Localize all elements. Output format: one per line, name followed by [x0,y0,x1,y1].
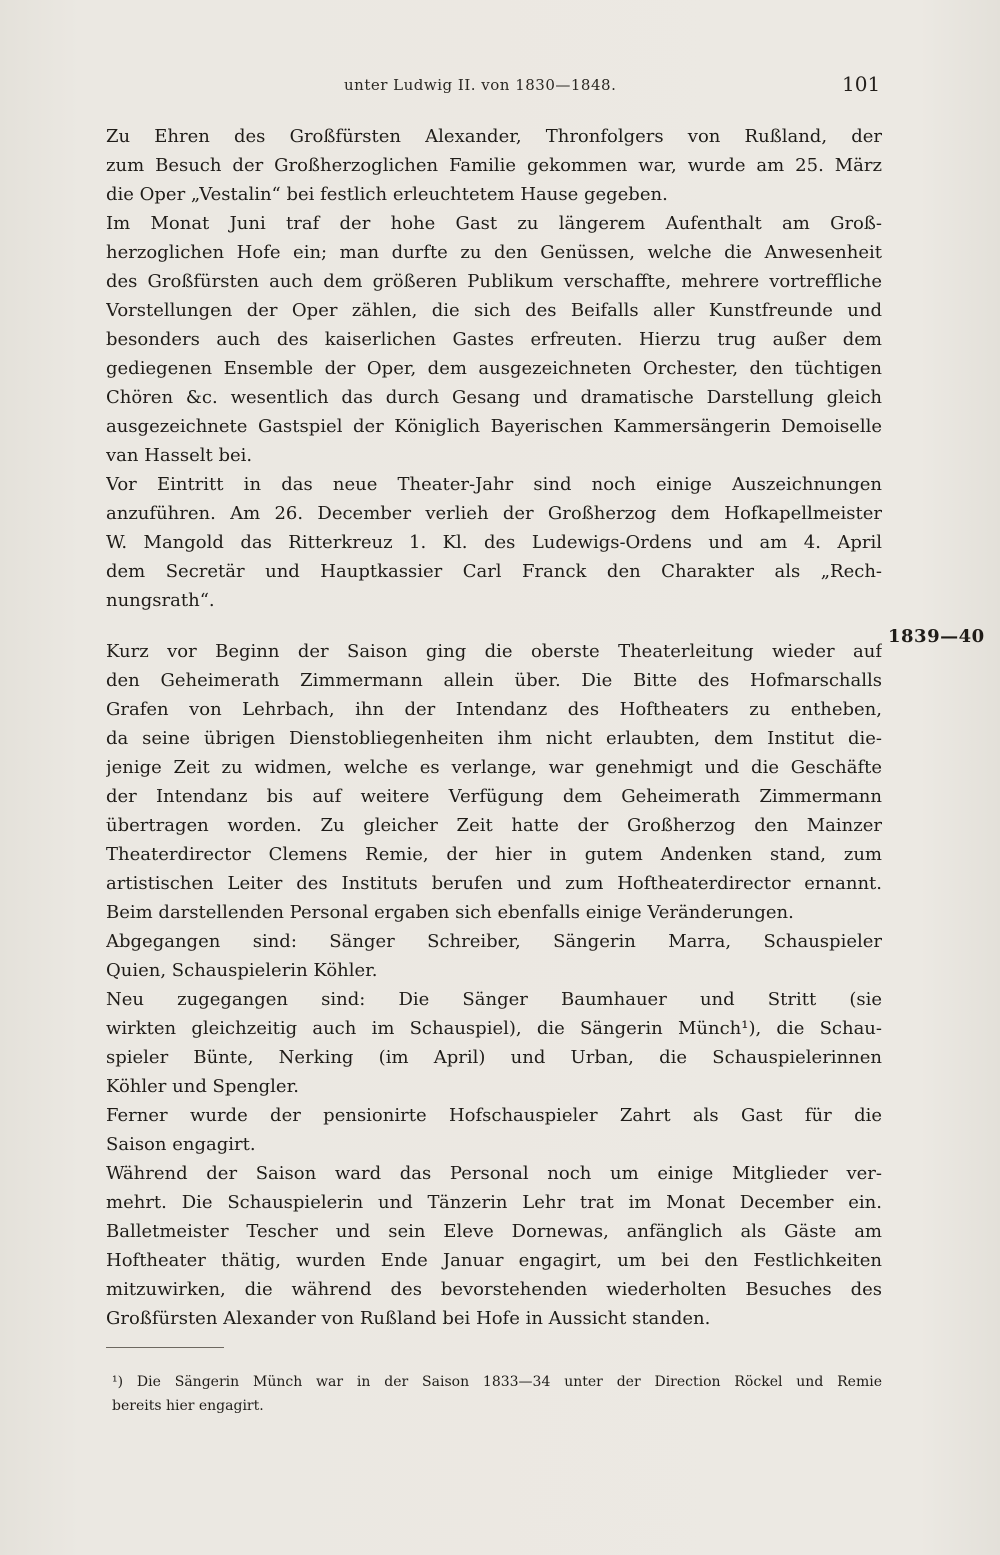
text-line: Beim darstellenden Personal ergaben sich ebenfalls einige Veränderungen. [106,902,794,923]
text-line: den Geheimerath Zimmermann allein über. Die Bitte des Hofmarschalls [106,670,882,691]
margin-year-note: 1839—40 [888,626,985,647]
text-line: W. Mangold das Ritterkreuz 1. Kl. des Ludewigs-Ordens und am 4. April [106,532,882,553]
page-header [0,74,1000,98]
text-line: Großfürsten Alexander von Rußland bei Hofe in Aussicht standen. [106,1308,711,1329]
text-line: zum Besuch der Großherzoglichen Familie gekommen war, wurde am 25. März [106,155,882,176]
text-line: Während der Saison ward das Personal noch um einige Mitglieder ver- [106,1163,882,1184]
text-line: Kurz vor Beginn der Saison ging die oberste Theaterleitung wieder auf [106,641,882,662]
text-line: Quien, Schauspielerin Köhler. [106,960,378,981]
text-line: nungsrath“. [106,590,215,611]
text-line: besonders auch des kaiserlichen Gastes erfreuten. Hierzu trug außer dem [106,329,882,350]
text-line: Im Monat Juni traf der hohe Gast zu längerem Aufenthalt am Groß- [106,213,882,234]
text-line: Ferner wurde der pensionirte Hofschauspieler Zahrt als Gast für die [106,1105,882,1126]
text-line: da seine übrigen Dienstobliegenheiten ihm nicht erlaubten, dem Institut die- [106,728,882,749]
footnote-line: bereits hier engagirt. [112,1398,264,1414]
text-line: dem Secretär und Hauptkassier Carl Franck den Charakter als „Rech- [106,561,882,582]
text-line: Saison engagirt. [106,1134,256,1155]
text-line: Vor Eintritt in das neue Theater-Jahr sind noch einige Auszeichnungen [106,474,882,495]
footnote [112,1370,882,1418]
text-line: artistischen Leiter des Instituts berufen und zum Hoftheaterdirector ernannt. [106,873,882,894]
text-line: mehrt. Die Schauspielerin und Tänzerin Lehr trat im Monat December ein. [106,1192,882,1213]
main-text [106,122,882,1333]
section-gap [106,615,882,637]
text-line: Theaterdirector Clemens Remie, der hier in gutem Andenken stand, zum [106,844,882,865]
text-line: Balletmeister Tescher und sein Eleve Dornewas, anfänglich als Gäste am [106,1221,882,1242]
text-line: Chören &c. wesentlich das durch Gesang und dramatische Darstellung gleich [106,387,882,408]
text-line: wirkten gleichzeitig auch im Schauspiel), die Sängerin Münch¹), die Schau- [106,1018,882,1039]
running-head: unter Ludwig II. von 1830—1848. [344,76,617,94]
text-line: herzoglichen Hofe ein; man durfte zu den Genüssen, welche die Anwesenheit [106,242,882,263]
text-line: gediegenen Ensemble der Oper, dem ausgezeichneten Orchester, den tüchtigen [106,358,882,379]
text-line: mitzuwirken, die während des bevorstehenden wiederholten Besuches des [106,1279,882,1300]
page-number: 101 [842,72,881,96]
text-line: Grafen von Lehrbach, ihn der Intendanz des Hoftheaters zu entheben, [106,699,882,720]
text-line: Hoftheater thätig, wurden Ende Januar engagirt, um bei den Festlichkeiten [106,1250,882,1271]
footnote-line: ¹) Die Sängerin Münch war in der Saison 1833—34 unter der Direction Röckel und Remie [112,1374,882,1390]
text-line: Neu zugegangen sind: Die Sänger Baumhauer und Stritt (sie [106,989,882,1010]
text-line: jenige Zeit zu widmen, welche es verlange, war genehmigt und die Geschäfte [106,757,882,778]
text-line: übertragen worden. Zu gleicher Zeit hatte der Großherzog den Mainzer [106,815,882,836]
text-line: Zu Ehren des Großfürsten Alexander, Thronfolgers von Rußland, der [106,126,882,147]
text-line: anzuführen. Am 26. December verlieh der Großherzog dem Hofkapellmeister [106,503,882,524]
text-line: Köhler und Spengler. [106,1076,299,1097]
text-line: der Intendanz bis auf weitere Verfügung dem Geheimerath Zimmermann [106,786,882,807]
footnote-divider [106,1347,224,1348]
text-line: die Oper „Vestalin“ bei festlich erleuchtetem Hause gegeben. [106,184,668,205]
text-line: Abgegangen sind: Sänger Schreiber, Sängerin Marra, Schauspieler [106,931,882,952]
text-line: Vorstellungen der Oper zählen, die sich des Beifalls aller Kunstfreunde und [106,300,882,321]
text-line: ausgezeichnete Gastspiel der Königlich Bayerischen Kammersängerin Demoiselle [106,416,882,437]
text-line: van Hasselt bei. [106,445,253,466]
text-line: des Großfürsten auch dem größeren Publikum verschaffte, mehrere vortreffliche [106,271,882,292]
text-line: spieler Bünte, Nerking (im April) und Urban, die Schauspielerinnen [106,1047,882,1068]
